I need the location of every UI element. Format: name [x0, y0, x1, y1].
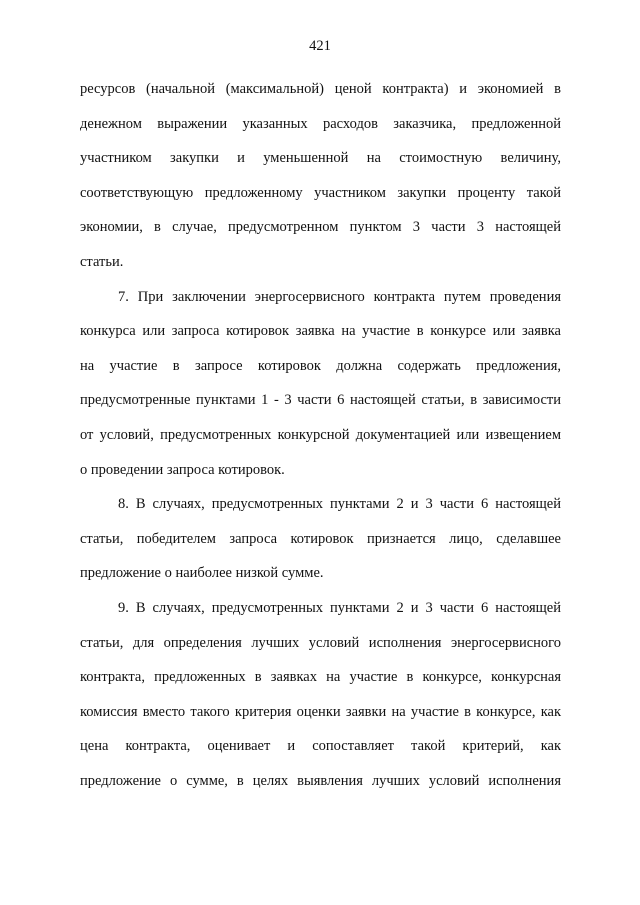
paragraph-9	[80, 591, 561, 799]
text-line: о проведении запроса котировок.	[80, 461, 285, 478]
text-line: 8. В случаях, предусмотренных пунктами 2 и 3 части 6 настоящей	[118, 496, 561, 513]
text-line: предложение о наиболее низкой сумме.	[80, 565, 324, 582]
text-line: участником закупки и уменьшенной на стоимостную величину,	[80, 150, 561, 167]
text-line: соответствующую предложенному участником закупки проценту такой	[80, 184, 561, 201]
paragraph-7	[80, 280, 561, 488]
text-line: 9. В случаях, предусмотренных пунктами 2 и 3 части 6 настоящей	[118, 599, 561, 616]
document-body	[80, 72, 561, 798]
text-line: 7. При заключении энергосервисного контракта путем проведения	[118, 288, 561, 305]
text-line: предусмотренные пунктами 1 - 3 части 6 настоящей статьи, в зависимости	[80, 392, 561, 409]
text-line: предложение о сумме, в целях выявления лучших условий исполнения	[80, 772, 561, 789]
text-line: от условий, предусмотренных конкурсной документацией или извещением	[80, 426, 561, 443]
paragraph-continuation	[80, 72, 561, 280]
page-number: 421	[309, 38, 331, 54]
text-line: комиссия вместо такого критерия оценки заявки на участие в конкурсе, как	[80, 703, 561, 720]
text-line: денежном выражении указанных расходов заказчика, предложенной	[80, 115, 561, 132]
text-line: статьи, для определения лучших условий исполнения энергосервисного	[80, 634, 561, 651]
text-line: цена контракта, оценивает и сопоставляет такой критерий, как	[80, 738, 561, 755]
text-line: на участие в запросе котировок должна содержать предложения,	[80, 357, 561, 374]
text-line: ресурсов (начальной (максимальной) ценой контракта) и экономией в	[80, 81, 561, 97]
text-line: конкурса или запроса котировок заявка на участие в конкурсе или заявка	[80, 323, 561, 340]
text-line: экономии, в случае, предусмотренном пунктом 3 части 3 настоящей	[80, 219, 561, 236]
text-line: контракта, предложенных в заявках на участие в конкурсе, конкурсная	[80, 669, 561, 686]
paragraph-8	[80, 487, 561, 591]
text-line: статьи, победителем запроса котировок признается лицо, сделавшее	[80, 530, 561, 547]
text-line: статьи.	[80, 253, 124, 270]
